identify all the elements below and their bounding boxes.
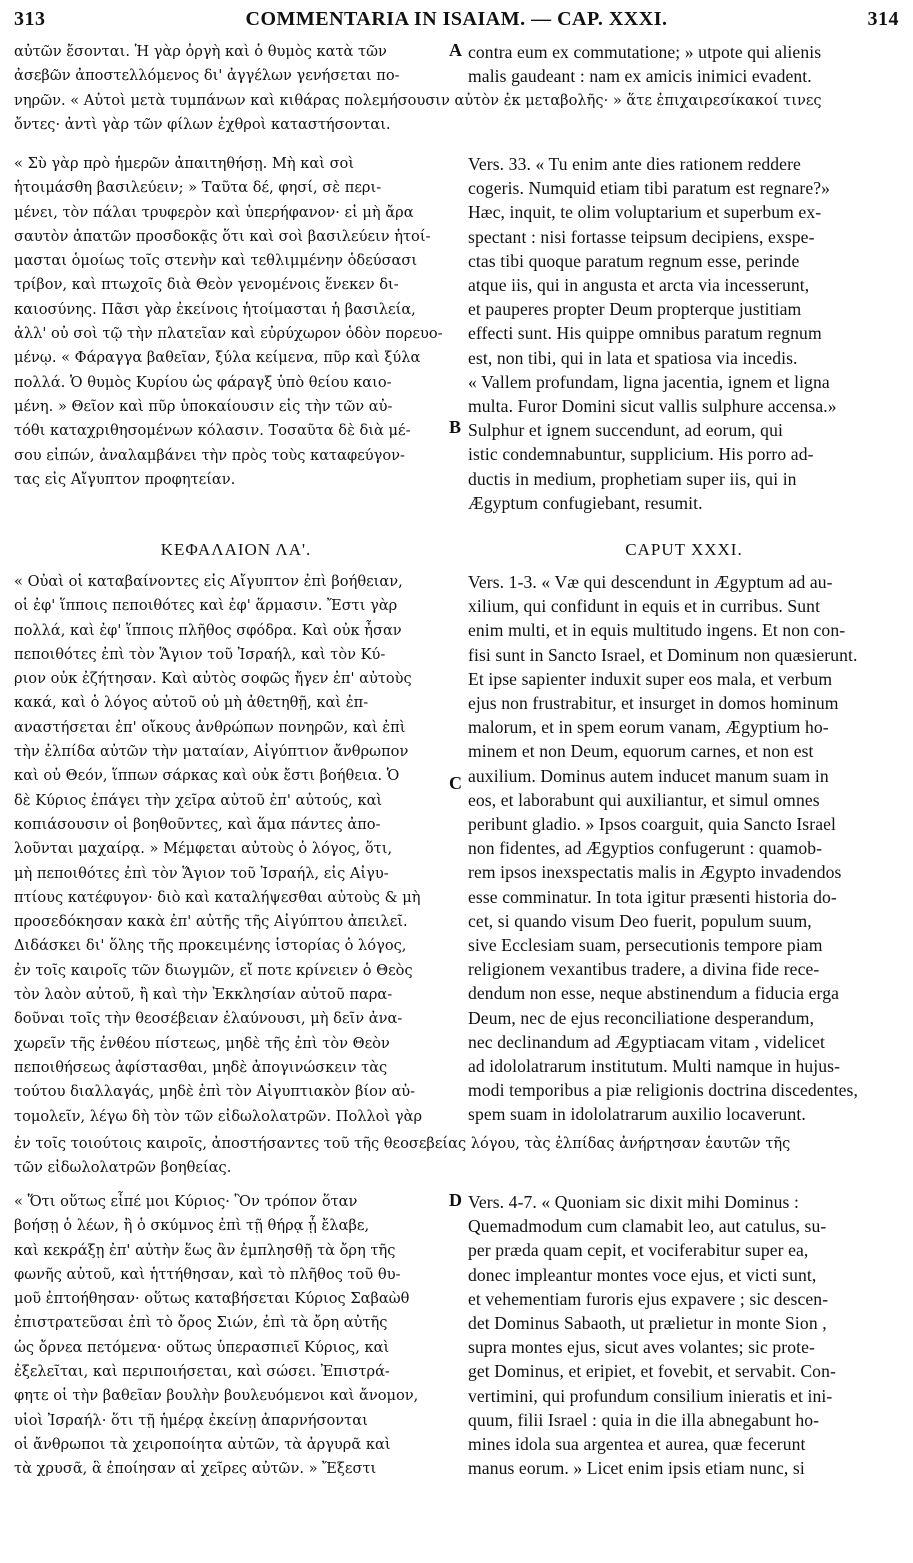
running-title: COMMENTARIA IN ISAIAM. — CAP. XXXI. xyxy=(245,7,668,30)
greek-chapter-heading: ΚΕΦΑΛΑΙΟΝ ΛΑ'. xyxy=(160,540,312,559)
margin-marker-a: A xyxy=(449,40,462,60)
top-greek-paragraph: αὐτῶν ἔσονται. Ἡ γὰρ ὀργὴ καὶ ὁ θυμὸς κατὰ τῶν ἀσεβῶν ἀποστελλόμενος δι' ἀγγέλων γενήσεται πο- νηρῶν. « Αὐτοὶ μετὰ τυμπάνων καὶ κιθάρας πολεμήσουσιν αὐτὸν ἐκ μεταβολῆς· » ἅτε ἐπιχαιρεσίκακοί τινες ὄντες· ἀντὶ γὰρ τῶν φίλων ἐχθροὶ καταστήσονται. xyxy=(14,43,822,133)
margin-marker-b: B xyxy=(449,417,462,437)
top-latin-paragraph: contra eum ex commutatione; » utpote qui alienis malis gaudeant : nam ex amicis inimici evadent. xyxy=(468,40,900,90)
vers33-latin-paragraph: Vers. 33. « Tu enim ante dies rationem reddere cogeris. Numquid etiam tibi paratum est regnare?» Hæc, inquit, te olim voluptarium et superbum ex- spectant : nisi fortasse teipsum decipiens, exspe- ctas tibi quoque paratum regnum esse, perinde atque iis, qui in angusta et arcta via incesserunt, et pauperes propter Deum propterque justitiam effecti sunt. His quippe omnibus paratum regnum est, non tibi, qui in lata et spatiosa via incedis. « Vallem profundam, ligna jacentia, ignem et ligna multa. Furor Domini sicut vallis sulphure accensa.» Sulphur et ignem succendunt, ad eorum, qui istic condemnabuntur, supplicium. His porro ad- ductis in medium, prophetiam super iis, qui in Ægyptum confugiebant, resumit. xyxy=(468,154,837,513)
margin-marker-d: D xyxy=(449,1190,462,1210)
page-number-left: 313 xyxy=(14,7,46,30)
vers4-7-greek-paragraph: « Ὅτι οὕτως εἶπέ μοι Κύριος· Ὃν τρόπον ὅταν βοήσῃ ὁ λέων, ἢ ὁ σκύμνος ἐπὶ τῇ θήρᾳ ᾗ ἔλαβε, καὶ κεκράξῃ ἐπ' αὐτὴν ἕως ἂν ἐμπλησθῇ τὰ ὄρη τῆς φωνῆς αὐτοῦ, καὶ ἡττήθησαν, καὶ τὸ πλῆθος τοῦ θυ- μοῦ ἐπτοήθησαν· οὕτως καταβήσεται Κύριος Σαβαὼθ ἐπιστρατεῦσαι ἐπὶ τὸ ὄρος Σιών, ἐπὶ τὰ ὄρη αὐτῆς ὡς ὄρνεα πετόμενα· οὕτως ὑπερασπιεῖ Κύριος, καὶ ἐξελεῖται, καὶ περιποιήσεται, καὶ σώσει. Ἐπιστρά- φητε οἱ τὴν βαθεῖαν βουλὴν βουλευόμενοι καὶ ἄνομον, υἱοὶ Ἰσραήλ· ὅτι τῇ ἡμέρᾳ ἐκείνῃ ἀπαρνήσονται οἱ ἄνθρωποι τὰ χειροποίητα αὐτῶν, τὰ ἀργυρᾶ καὶ τὰ χρυσᾶ, ἃ ἐποίησαν αἱ χεῖρες αὐτῶν. » Ἔξεστι xyxy=(14,1193,419,1478)
margin-marker-c: C xyxy=(449,773,462,793)
page-header xyxy=(14,4,899,34)
page-number-right: 314 xyxy=(867,7,899,30)
vers4-7-latin-paragraph: Vers. 4-7. « Quoniam sic dixit mihi Dominus : Quemadmodum cum clamabit leo, aut catulus, su- per præda quam cepit, et vociferabitur super ea, donec impleantur montes voce ejus, et victi sunt, et vehementiam furoris ejus expavere ; sic descen- det Dominus Sabaoth, ut prælietur in monte Sion , supra montes ejus, sicut aves volantes; sic prote- get Dominus, et eripiet, et fovebit, et servabit. Con- vertimini, qui profundum consilium inieratis et ini- quum, filii Israel : quia in die illa abnegabunt ho- mines idola sua argentea et aurea, quæ fecerunt manus eorum. » Licet enim ipsis etiam nunc, si xyxy=(468,1192,836,1479)
latin-chapter-heading: CAPUT XXXI. xyxy=(625,540,743,559)
vers1-3-latin-paragraph: Vers. 1-3. « Væ qui descendunt in Ægyptum ad au- xilium, qui confidunt in equis et in curribus. Sunt enim multi, et in equis multitudo ingens. Et non con- fisi sunt in Sancto Israel, et Dominum non quæsierunt. Et ipse sapienter induxit super eos mala, et verbum ejus non frustrabitur, et insurget in domos hominum malorum, et in spem eorum vanam, Ægyptium ho- minem et non Deum, equorum carnes, et non est auxilium. Dominus autem inducet manum suam in eos, et laborabunt qui auxiliantur, et simul omnes peribunt gladio. » Ipsos coarguit, quia Sancto Israel non fidentes, ad Ægyptios confugerunt : quamob- rem ipsos inexspectatis malis in Ægypto invadendos esse comminatur. In tota igitur præsenti historia do- cet, si quando visum Deo fuerit, populum suum, sive Ecclesiam suam, persecutionis tempore piam religionem vexantibus tradere, a divina fide rece- dendum non esse, neque abstinendum a fiducia erga Deum, nec de ejus reconciliatione desperandum, nec declinandum ad Ægyptiacam vitam , videlicet ad idololatrarum institutum. Multi namque in hujus- modi temporibus a piæ religionis doctrina discedentes, spem suam in idololatrarum auxilio locaverunt. xyxy=(468,572,858,1125)
vers1-3-greek-paragraph: « Οὐαὶ οἱ καταβαίνοντες εἰς Αἴγυπτον ἐπὶ βοήθειαν, οἱ ἐφ' ἵπποις πεποιθότες καὶ ἐφ' ἅρμασιν. Ἔστι γὰρ πολλά, καὶ ἐφ' ἵπποις πλῆθος σφόδρα. Καὶ οὐκ ἦσαν πεποιθότες ἐπὶ τὸν Ἅγιον τοῦ Ἰσραήλ, καὶ τὸν Κύ- ριον οὐκ ἐζήτησαν. Καὶ αὐτὸς σοφῶς ἤγεν ἐπ' αὐτοὺς κακά, καὶ ὁ λόγος αὐτοῦ οὐ μὴ ἀθετηθῇ, καὶ ἐπ- αναστήσεται ἐπ' οἴκους ἀνθρώπων πονηρῶν, καὶ ἐπὶ τὴν ἐλπίδα αὐτῶν τὴν ματαίαν, Αἰγύπτιον ἄνθρωπον καὶ οὐ Θεόν, ἵππων σάρκας καὶ οὐκ ἔστι βοήθεια. Ὁ δὲ Κύριος ἐπάγει τὴν χεῖρα αὐτοῦ ἐπ' αὐτούς, καὶ κοπιάσουσιν οἱ βοηθοῦντες, καὶ ἅμα πάντες ἀπο- λοῦνται μαχαίρᾳ. » Μέμφεται αὐτοὺς ὁ λόγος, ὅτι, μὴ πεποιθότες ἐπὶ τὸν Ἅγιον τοῦ Ἰσραήλ, εἰς Αἰγυ- πτίους κατέφυγον· διὸ καὶ καταλήψεσθαι αὐτοὺς & μὴ προσεδόκησαν κακὰ ἐπ' αὐτῆς τῆς Αἰγύπτου ἀπειλεῖ. Διδάσκει δι' ὅλης τῆς προκειμένης ἱστορίας ὁ λόγος, ἐν τοῖς καιροῖς τῶν διωγμῶν, εἴ ποτε κρίνειεν ὁ Θεὸς τὸν λαὸν αὐτοῦ, ἢ καὶ τὴν Ἐκκλησίαν αὐτοῦ παρα- δοῦναι τοῖς τὴν θεοσέβειαν ἐλαύνουσι, μὴ δεῖν ἀνα- χωρεῖν τῆς ἐνθέου πίστεως, μηδὲ τῆς ἐπὶ τὸν Θεὸν πεποιθήσεως ἀφίστασθαι, μηδὲ ἀπογινώσκειν τὰς τούτου διαλλαγάς, μηδὲ ἐπὶ τὸν Αἰγυπτιακὸν βίον αὐ- τομολεῖν, λέγω δὴ τὸν τῶν εἰδωλολατρῶν. Πολλοὶ γὰρ xyxy=(14,573,423,1125)
vers1-3-greek-tail: ἐν τοῖς τοιούτοις καιροῖς, ἀποστήσαντες τοῦ τῆς θεοσεβείας λόγου, τὰς ἐλπίδας ἀνήρτησαν ἑαυτῶν τῆς τῶν εἰδωλολατρῶν βοηθείας. xyxy=(14,1135,791,1177)
vers33-greek-paragraph: « Σὺ γὰρ πρὸ ἡμερῶν ἀπαιτηθήσῃ. Μὴ καὶ σοὶ ἡτοιμάσθη βασιλεύειν; » Ταῦτα δέ, φησί, σὲ περι- μένει, τὸν πάλαι τρυφερὸν καὶ ὑπερήφανον· εἰ μὴ ἄρα σαυτὸν ἀπατῶν προσδοκᾷς ὅτι καὶ σοὶ βασιλεύειν ἡτοί- μασται ὁμοίως τοῖς στενὴν καὶ τεθλιμμένην ὁδεύσασι τρίβον, καὶ πτωχοῖς διὰ Θεὸν γενομένοις ἕνεκεν δι- καιοσύνης. Πᾶσι γὰρ ἐκείνοις ἡτοίμασται ἡ βασιλεία, ἀλλ' οὐ σοὶ τῷ τὴν πλατεῖαν καὶ εὐρύχωρον ὁδὸν πορευο- μένῳ. « Φάραγγα βαθεῖαν, ξύλα κείμενα, πῦρ καὶ ξύλα πολλά. Ὁ θυμὸς Κυρίου ὡς φάραγξ ὑπὸ θείου καιο- μένη. » Θεῖον καὶ πῦρ ὑποκαίουσιν εἰς τὴν τῶν αὐ- τόθι καταχριθησομένων κόλασιν. Τοσαῦτα δὲ διὰ μέ- σου εἰπών, ἀναλαμβάνει τὴν πρὸς τοὺς καταφεύγον- τας εἰς Αἴγυπτον προφητείαν. xyxy=(14,155,443,488)
